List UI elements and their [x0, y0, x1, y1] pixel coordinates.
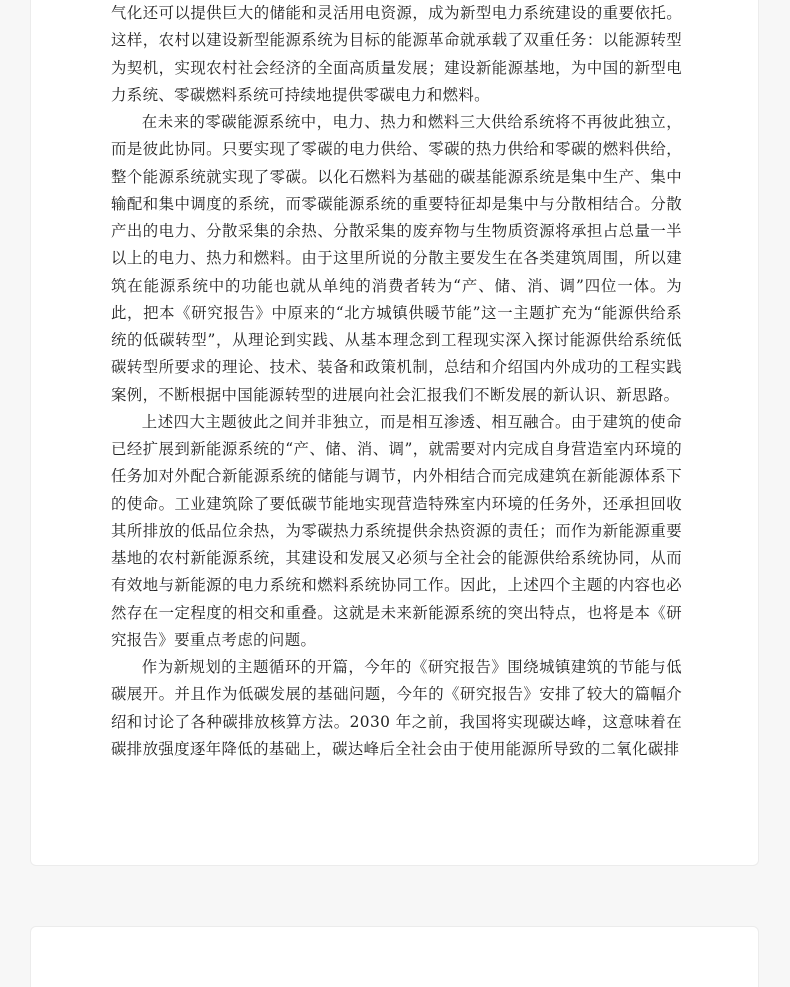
next-document-page: [30, 926, 759, 987]
paragraph: 作为新规划的主题循环的开篇，今年的《研究报告》围绕城镇建筑的节能与低碳展开。并且作为低碳发展的基础问题，今年的《研究报告》安排了较大的篇幅介绍和讨论了各种碳排放核算方法。2030 年之前，我国将实现碳达峰，这意味着在碳排放强度逐年降低的基础上，碳达峰后全社会由于使用能源所导致的二氧化碳排: [111, 658, 682, 758]
paragraph: 上述四大主题彼此之间并非独立，而是相互渗透、相互融合。由于建筑的使命已经扩展到新能源系统的“产、储、消、调”，就需要对内完成自身营造室内环境的任务加对外配合新能源系统的储能与调节，内外相结合而完成建筑在新能源体系下的使命。工业建筑除了要低碳节能地实现营造特殊室内环境的任务外，还承担回收其所排放的低品位余热，为零碳热力系统提供余热资源的责任；而作为新能源重要基地的农村新能源系统，其建设和发展又必须与全社会的能源供给系统协同，从而有效地与新能源的电力系统和燃料系统协同工作。因此，上述四个主题的内容也必然存在一定程度的相交和重叠。这就是未来新能源系统的突出特点，也将是本《研究报告》要重点考虑的问题。: [111, 412, 682, 649]
paragraph: 在未来的零碳能源系统中，电力、热力和燃料三大供给系统将不再彼此独立，而是彼此协同。只要实现了零碳的电力供给、零碳的热力供给和零碳的燃料供给，整个能源系统就实现了零碳。以化石燃料为基础的碳基能源系统是集中生产、集中输配和集中调度的系统，而零碳能源系统的重要特征却是集中与分散相结合。分散产出的电力、分散采集的余热、分散采集的废弃物与生物质资源将承担占总量一半以上的电力、热力和燃料。由于这里所说的分散主要发生在各类建筑周围，所以建筑在能源系统中的功能也就从单纯的消费者转为“产、储、消、调”四位一体。为此，把本《研究报告》中原来的“北方城镇供暖节能”这一主题扩充为“能源供给系统的低碳转型”，从理论到实践、从基本理念到工程现实深入探讨能源供给系统低碳转型所要求的理论、技术、装备和政策机制，总结和介绍国内外成功的工程实践案例，不断根据中国能源转型的进展向社会汇报我们不断发展的新认识、新思路。: [111, 113, 682, 404]
paragraph-continued: 气化还可以提供巨大的储能和灵活用电资源，成为新型电力系统建设的重要依托。这样，农村以建设新型能源系统为目标的能源革命就承载了双重任务：以能源转型为契机，实现农村社会经济的全面高质量发展；建设新能源基地，为中国的新型电力系统、零碳燃料系统可持续地提供零碳电力和燃料。: [111, 4, 682, 104]
page-text: [111, 0, 682, 763]
document-page: [30, 0, 759, 866]
